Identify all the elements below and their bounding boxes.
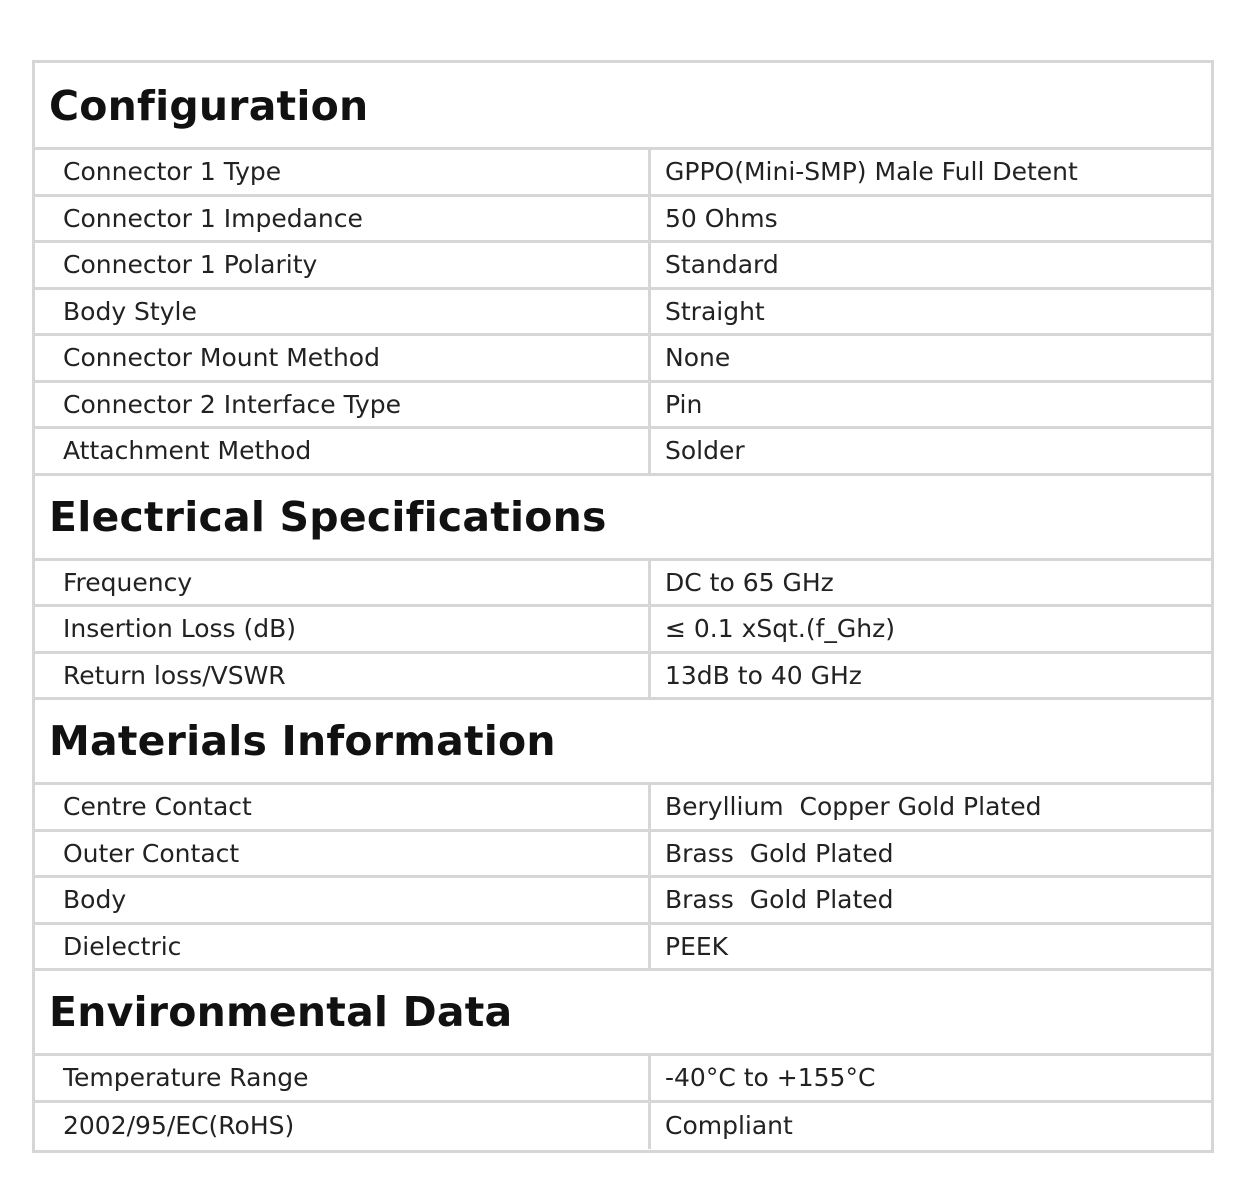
table-row <box>35 383 1211 430</box>
section-title-environmental-data: Environmental Data <box>35 971 1211 1056</box>
row-label: Connector 2 Interface Type <box>35 383 651 427</box>
row-label: Body <box>35 878 651 922</box>
row-value: Straight <box>665 296 765 326</box>
row-label: Connector 1 Polarity <box>35 243 651 287</box>
row-label: Attachment Method <box>35 429 651 473</box>
table-row <box>35 1103 1211 1150</box>
row-value: PEEK <box>665 931 729 961</box>
table-row <box>35 878 1211 925</box>
table-row <box>35 561 1211 608</box>
table-row <box>35 150 1211 197</box>
row-value: Brass Gold Plated <box>665 885 894 915</box>
row-value: GPPO(Mini-SMP) Male Full Detent <box>665 157 1078 187</box>
spec-table <box>32 60 1214 1153</box>
row-value: 13dB to 40 GHz <box>665 660 862 690</box>
table-row <box>35 925 1211 972</box>
table-row <box>35 1056 1211 1103</box>
row-value: None <box>665 343 731 373</box>
table-row <box>35 197 1211 244</box>
row-label: Return loss/VSWR <box>35 654 651 698</box>
table-row <box>35 785 1211 832</box>
table-row <box>35 654 1211 701</box>
row-value: Beryllium Copper Gold Plated <box>665 792 1042 822</box>
row-value: Compliant <box>665 1111 793 1141</box>
section-title-electrical-specifications: Electrical Specifications <box>35 476 1211 561</box>
row-label: Connector Mount Method <box>35 336 651 380</box>
row-label: Frequency <box>35 561 651 605</box>
table-row <box>35 832 1211 879</box>
row-label: Dielectric <box>35 925 651 969</box>
row-value: Brass Gold Plated <box>665 838 894 868</box>
row-label: Centre Contact <box>35 785 651 829</box>
row-value: ≤ 0.1 xSqt.(f_Ghz) <box>665 614 896 644</box>
row-value: -40°C to +155°C <box>665 1063 876 1093</box>
row-value: 50 Ohms <box>665 203 778 233</box>
section-title-configuration: Configuration <box>35 63 1211 150</box>
row-label: Temperature Range <box>35 1056 651 1100</box>
table-row <box>35 336 1211 383</box>
row-label: Body Style <box>35 290 651 334</box>
row-value: DC to 65 GHz <box>665 567 834 597</box>
table-row <box>35 243 1211 290</box>
row-label: Insertion Loss (dB) <box>35 607 651 651</box>
table-row <box>35 290 1211 337</box>
section-title-materials-information: Materials Information <box>35 700 1211 785</box>
row-label: Connector 1 Impedance <box>35 197 651 241</box>
row-value: Standard <box>665 250 779 280</box>
row-value: Solder <box>665 436 745 466</box>
row-label: Outer Contact <box>35 832 651 876</box>
row-value: Pin <box>665 389 703 419</box>
table-row <box>35 429 1211 476</box>
row-label: 2002/95/EC(RoHS) <box>35 1103 651 1150</box>
row-label: Connector 1 Type <box>35 150 651 194</box>
table-row <box>35 607 1211 654</box>
